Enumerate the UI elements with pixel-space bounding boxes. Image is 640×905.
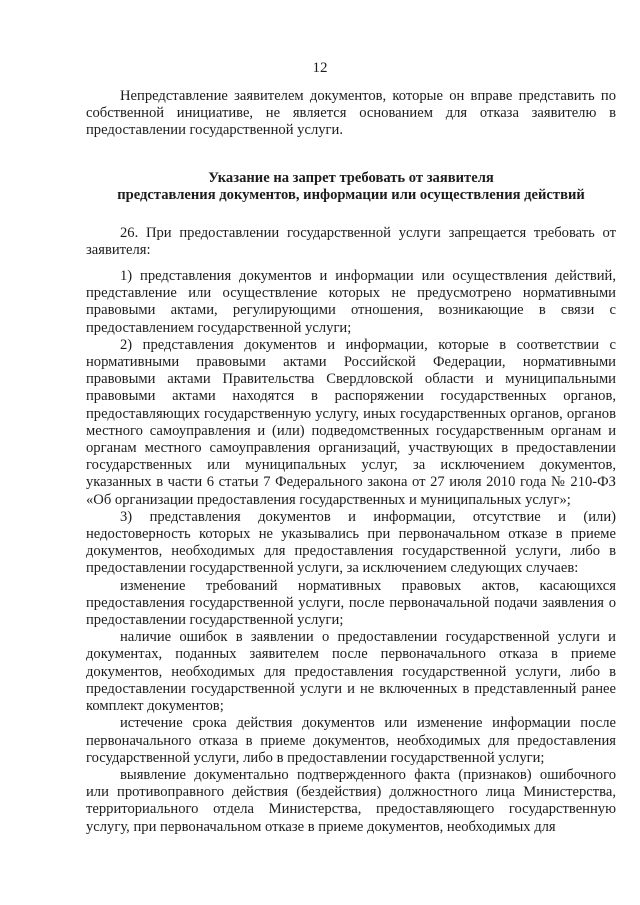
case-unlawful-action: выявление документально подтвержденного факта (признаков) ошибочного или противоправного действия (бездействия) должностного лица Министерства, территориального отдела Министерства, предоставляющего государственную услугу, при первоначальном отказе в приеме документов, необходимых для bbox=[86, 766, 616, 835]
item-2: 2) представления документов и информации, которые в соответствии с нормативными правовыми актами Российской Федерации, нормативными правовыми актами Правительства Свердловской области и муниципальными правовыми актами находятся в распоряжении государственных органов, предоставляющих государственную услугу, иных государственных органов, органов местного самоуправления и (или) подведомственных государственным органам и органам местного самоуправления организаций, участвующих в предоставлении государственных или муниципальных услуг, за исключением документов, указанных в части 6 статьи 7 Федерального закона от 27 июля 2010 года № 210-ФЗ «Об организации предоставления государственных и муниципальных услуг»; bbox=[86, 336, 616, 508]
case-requirements-change: изменение требований нормативных правовых актов, касающихся предоставления государственной услуги, после первоначальной подачи заявления о предоставлении государственной услуги; bbox=[86, 577, 616, 629]
paragraph-26: 26. При предоставлении государственной услуги запрещается требовать от заявителя: bbox=[86, 224, 616, 258]
item-1: 1) представления документов и информации или осуществления действий, представление или осуществление которых не предусмотрено нормативными правовыми актами, регулирующими отношения, возникающие в связи с предоставлением государственной услуги; bbox=[86, 268, 616, 336]
document-body bbox=[86, 88, 616, 836]
case-documents-expired: истечение срока действия документов или изменение информации после первоначального отказа в приеме документов, необходимых для предоставления государственной услуги, либо в предоставлении государственной услуги; bbox=[86, 715, 616, 766]
section-heading-line-2: представления документов, информации или осуществления действий bbox=[117, 187, 585, 204]
section-heading-line-1: Указание на запрет требовать от заявителя bbox=[208, 169, 494, 186]
section-heading bbox=[86, 170, 616, 205]
case-errors-in-application: наличие ошибок в заявлении о предоставлении государственной услуги и документах, поданных заявителем после первоначального отказа в приеме документов, необходимых для предоставления государственной услуги, либо в предоставлении государственной услуги и не включенных в представленный ранее комплект документов; bbox=[86, 629, 616, 715]
intro-paragraph: Непредставление заявителем документов, которые он вправе представить по собственной инициативе, не является основанием для отказа заявителю в предоставлении государственной услуги. bbox=[86, 88, 616, 139]
item-3: 3) представления документов и информации, отсутствие и (или) недостоверность которых не указывались при первоначальном отказе в приеме документов, необходимых для предоставления государственной услуги, либо в предоставлении государственной услуги, за исключением следующих случаев: bbox=[86, 508, 616, 577]
page-number: 12 bbox=[312, 60, 328, 76]
